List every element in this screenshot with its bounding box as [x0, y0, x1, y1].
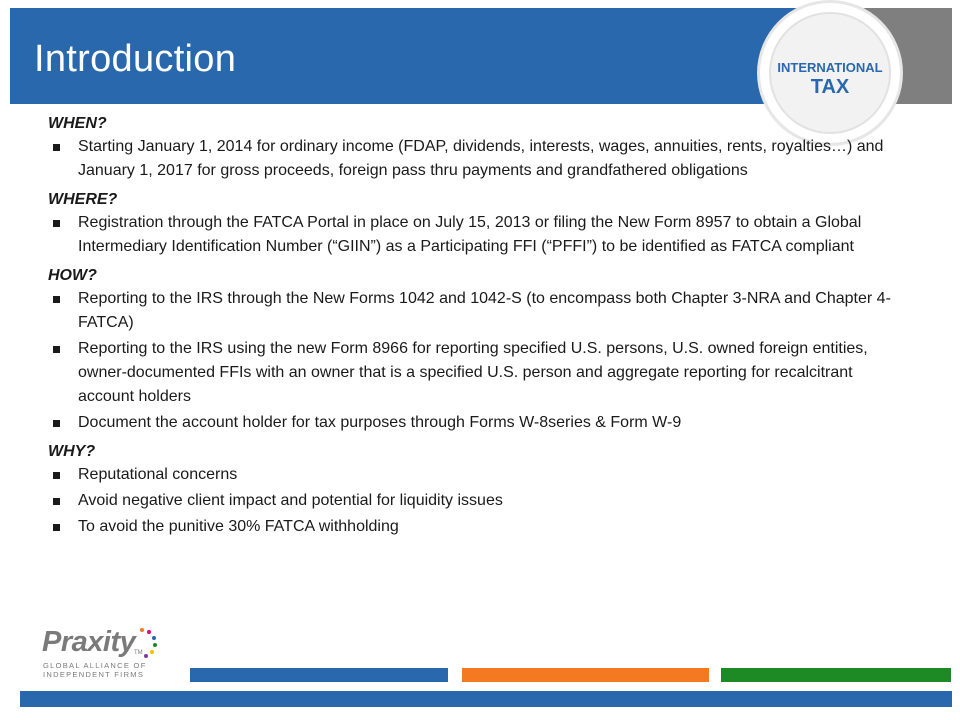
bullet-text: Reputational concerns [78, 466, 238, 483]
bullet-text: Avoid negative client impact and potential for liquidity issues [78, 492, 503, 509]
bullet-list [48, 135, 908, 183]
bullet-text: Starting January 1, 2014 for ordinary income (FDAP, dividends, interests, wages, annuities, rents, royalties…) and January 1, 2017 for gross proceeds, foreign pass thru payments and grandfathered obligations [78, 138, 884, 179]
logo-trademark: TM [134, 650, 143, 656]
badge-line-2: TAX [810, 76, 850, 98]
bullet-item [48, 287, 908, 335]
section-when [48, 113, 908, 183]
bullet-item [48, 463, 908, 487]
bullet-item [48, 411, 908, 435]
logo-tagline-2: INDEPENDENT FIRMS [43, 670, 145, 679]
square-bullet-icon [53, 220, 60, 227]
footer-stripe-orange [462, 668, 709, 682]
footer-bar [20, 691, 952, 707]
section-how [48, 265, 908, 435]
section-why [48, 441, 908, 539]
square-bullet-icon [53, 498, 60, 505]
square-bullet-icon [53, 346, 60, 353]
square-bullet-icon [53, 296, 60, 303]
section-heading: WHY? [48, 443, 96, 460]
bullet-item [48, 515, 908, 539]
square-bullet-icon [53, 144, 60, 151]
bullet-item [48, 211, 908, 259]
bullet-list [48, 211, 908, 259]
square-bullet-icon [53, 524, 60, 531]
section-where [48, 189, 908, 259]
bullet-item [48, 489, 908, 513]
bullet-text: Registration through the FATCA Portal in place on July 15, 2013 or filing the New Form 8957 to obtain a Global Intermediary Identification Number (“GIIN”) as a Participating FFI (“PFFI”) to be identified as FATCA compliant [78, 214, 862, 255]
bullet-text: Reporting to the IRS through the New Forms 1042 and 1042-S (to encompass both Chapter 3-NRA and Chapter 4-FATCA) [78, 290, 891, 331]
bullet-item [48, 337, 908, 409]
section-heading: HOW? [48, 267, 97, 284]
logo-tagline-1: GLOBAL ALLIANCE OF [43, 661, 147, 670]
square-bullet-icon [53, 472, 60, 479]
section-heading: WHERE? [48, 191, 118, 208]
bullet-text: Reporting to the IRS using the new Form 8966 for reporting specified U.S. persons, U.S. owned foreign entities, owner-documented FFIs with an owner that is a specified U.S. person and aggregate reporting for recalcitrant account holders [78, 340, 868, 405]
square-bullet-icon [53, 420, 60, 427]
bullet-text: To avoid the punitive 30% FATCA withholding [78, 518, 399, 535]
footer-stripe-green [721, 668, 951, 682]
slide-content [48, 113, 908, 545]
bullet-item [48, 135, 908, 183]
footer-stripe-blue [190, 668, 448, 682]
praxity-logo [42, 626, 172, 682]
badge-line-1: INTERNATIONAL [777, 60, 883, 75]
bullet-list [48, 287, 908, 435]
bullet-list [48, 463, 908, 539]
logo-name: Praxity [42, 626, 136, 658]
section-heading: WHEN? [48, 115, 107, 132]
page-title: Introduction [34, 38, 237, 80]
bullet-text: Document the account holder for tax purposes through Forms W-8series & Form W-9 [78, 414, 682, 431]
